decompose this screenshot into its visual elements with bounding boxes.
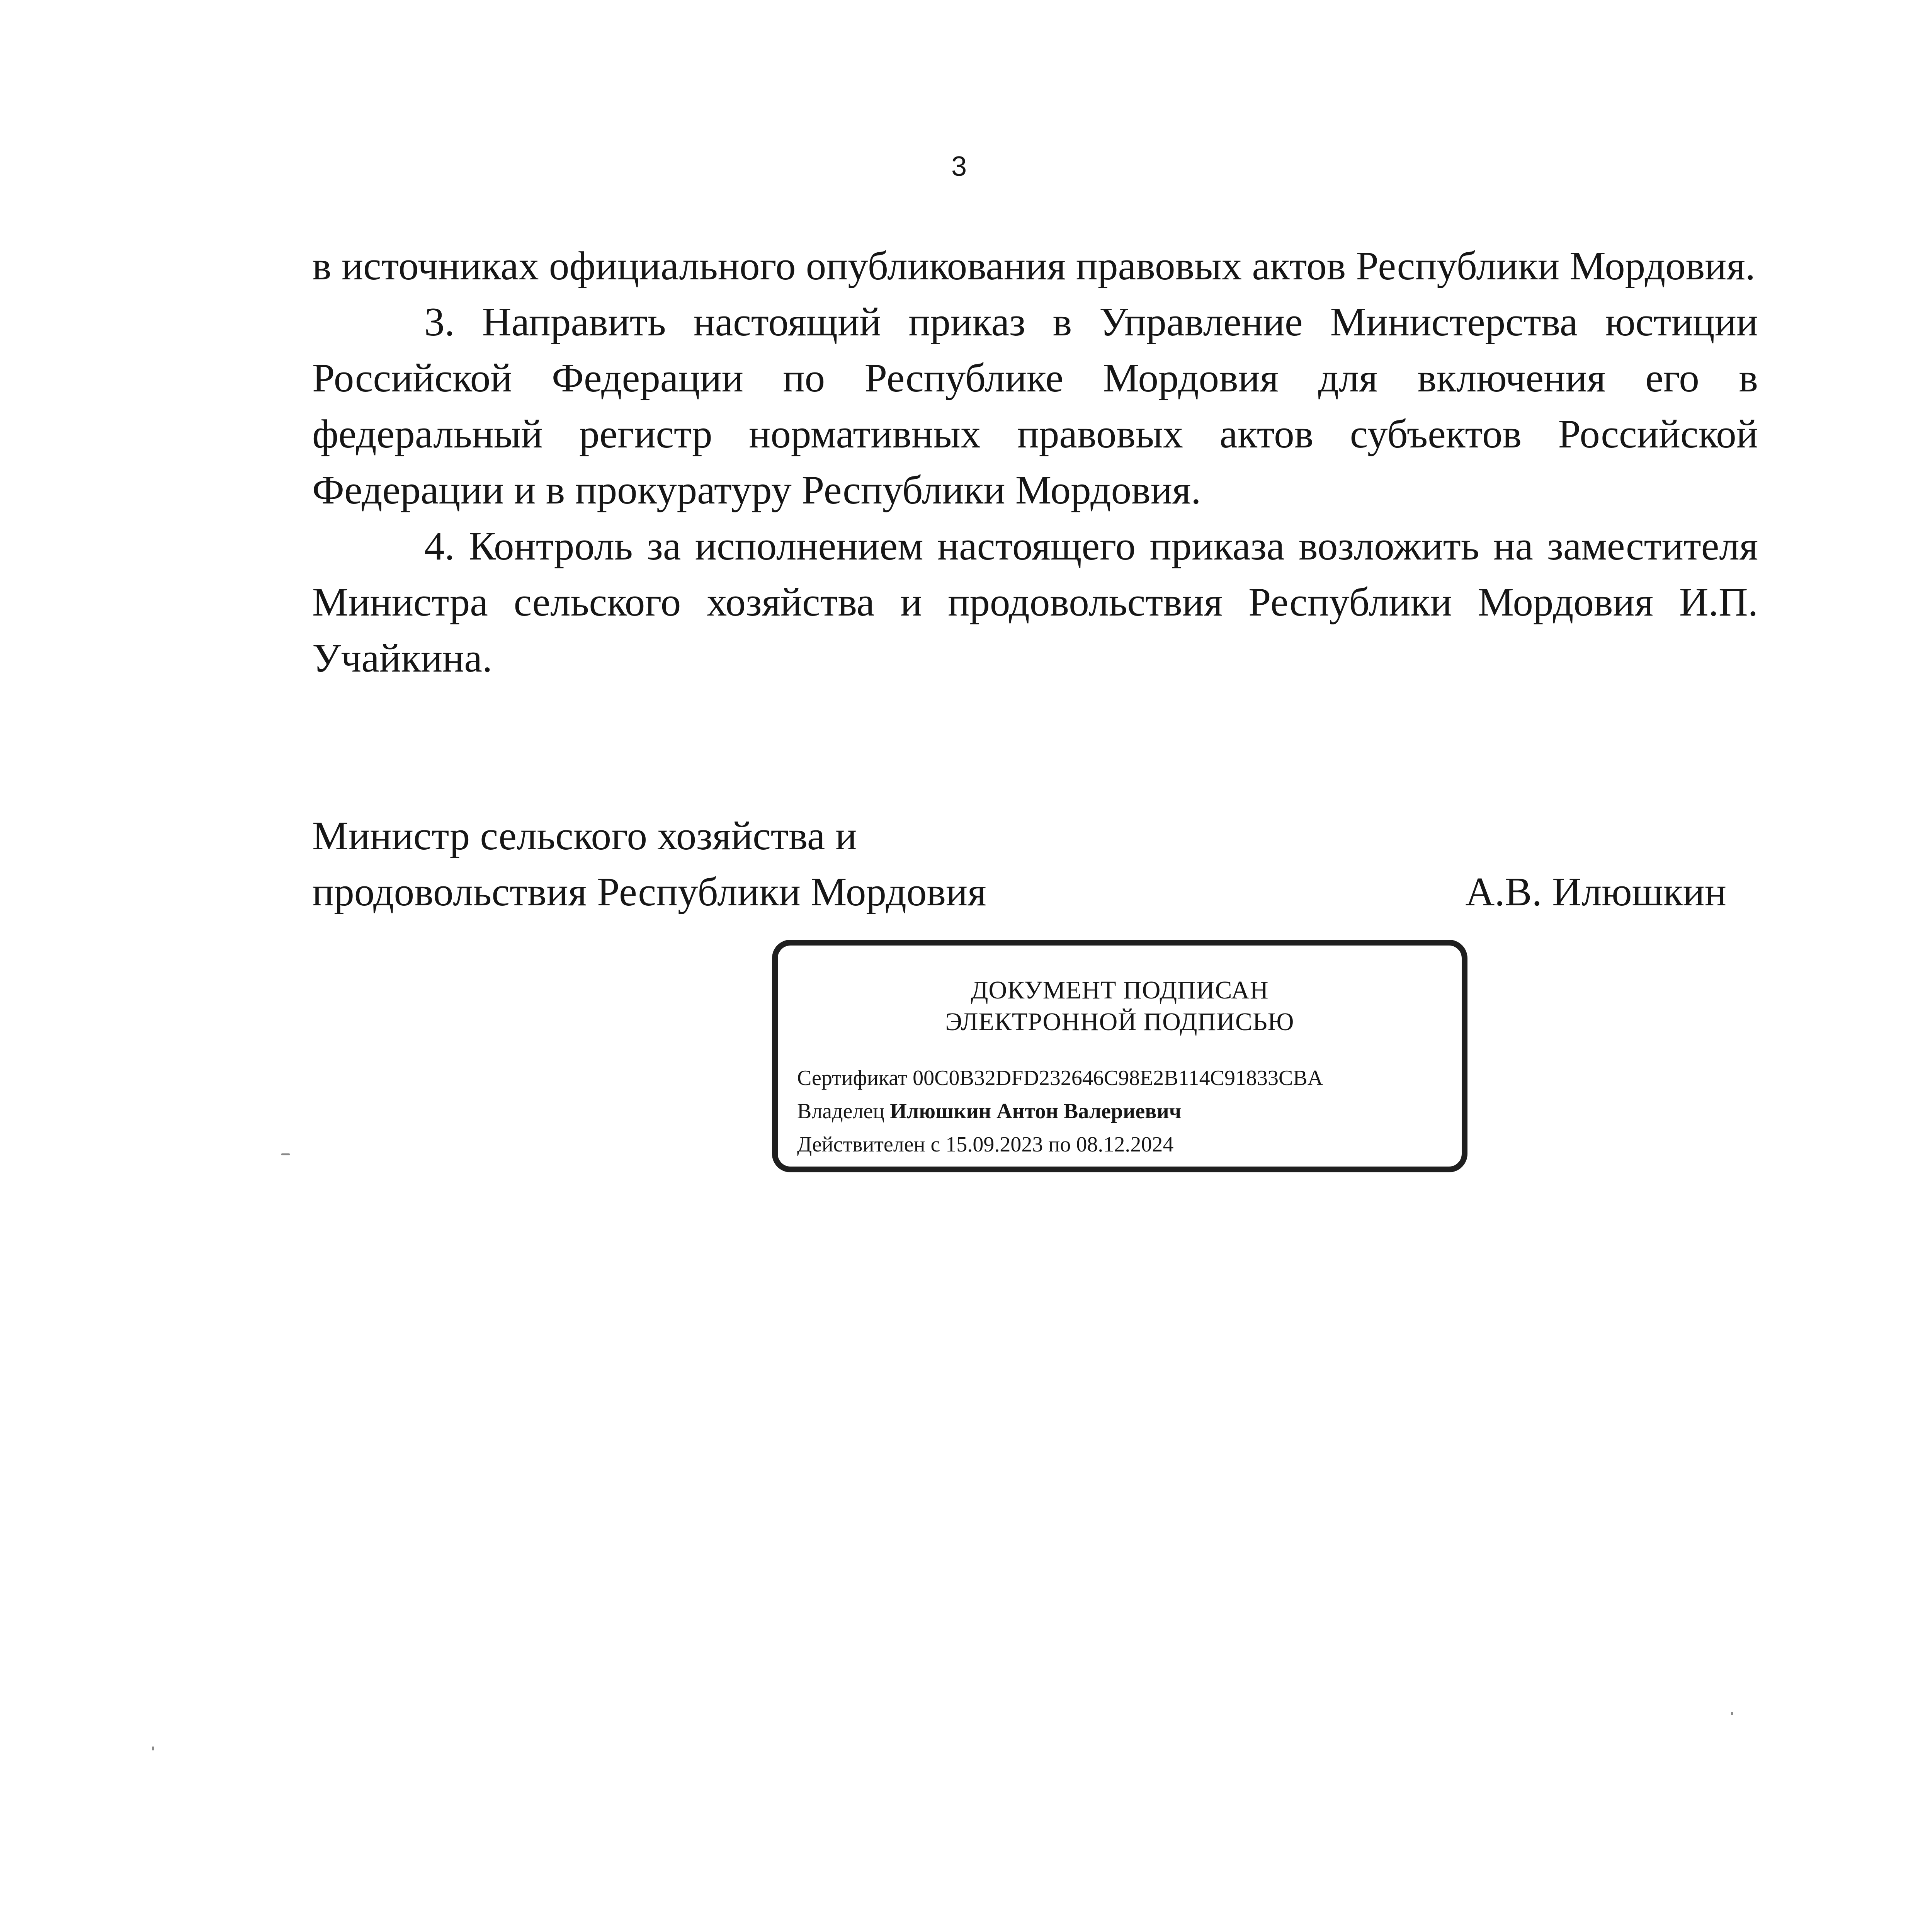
owner-label: Владелец (797, 1099, 885, 1123)
scan-speck (152, 1747, 154, 1750)
valid-from-date: 15.09.2023 (945, 1133, 1043, 1156)
certificate-label: Сертификат (797, 1066, 908, 1090)
stamp-heading (778, 975, 1462, 1038)
stamp-details (797, 1061, 1323, 1161)
signatory-name: А.В. Илюшкин (1465, 869, 1726, 914)
document-body (312, 238, 1758, 686)
stamp-certificate-row (797, 1061, 1323, 1095)
owner-value: Илюшкин Антон Валериевич (890, 1099, 1182, 1123)
scan-speck (281, 1153, 290, 1155)
paragraph-item-3: 3. Направить настоящий приказ в Управление Министерства юстиции Российской Федерации по Республике Мордовия для включения его в федеральный регистр нормативных правовых актов субъектов Российской Федерации и в прокуратуру Республики Мордовия. (312, 299, 1758, 512)
stamp-validity-row (797, 1128, 1323, 1161)
valid-from-label: Действителен с (797, 1133, 940, 1156)
signature-block (312, 808, 1726, 920)
valid-to-date: 08.12.2024 (1076, 1133, 1174, 1156)
stamp-heading-line-1: ДОКУМЕНТ ПОДПИСАН (971, 976, 1269, 1004)
stamp-owner-row (797, 1095, 1323, 1128)
scan-speck (1731, 1712, 1733, 1715)
stamp-heading-line-2: ЭЛЕКТРОННОЙ ПОДПИСЬЮ (945, 1008, 1294, 1036)
valid-to-label: по (1048, 1133, 1071, 1156)
page-number: 3 (951, 151, 967, 182)
signatory-title-line-1: Министр сельского хозяйства и (312, 813, 857, 858)
certificate-value: 00C0B32DFD232646C98E2B114C91833CBA (913, 1066, 1323, 1090)
electronic-signature-stamp (772, 940, 1467, 1172)
paragraph-item-4: 4. Контроль за исполнением настоящего приказа возложить на заместителя Министра сельского хозяйства и продовольствия Республики Мордовия И.П. Учайкина. (312, 523, 1758, 680)
signatory-title-line-2: продовольствия Республики Мордовия (312, 869, 986, 914)
paragraph-continuation: в источниках официального опубликования правовых актов Республики Мордовия. (312, 243, 1755, 288)
